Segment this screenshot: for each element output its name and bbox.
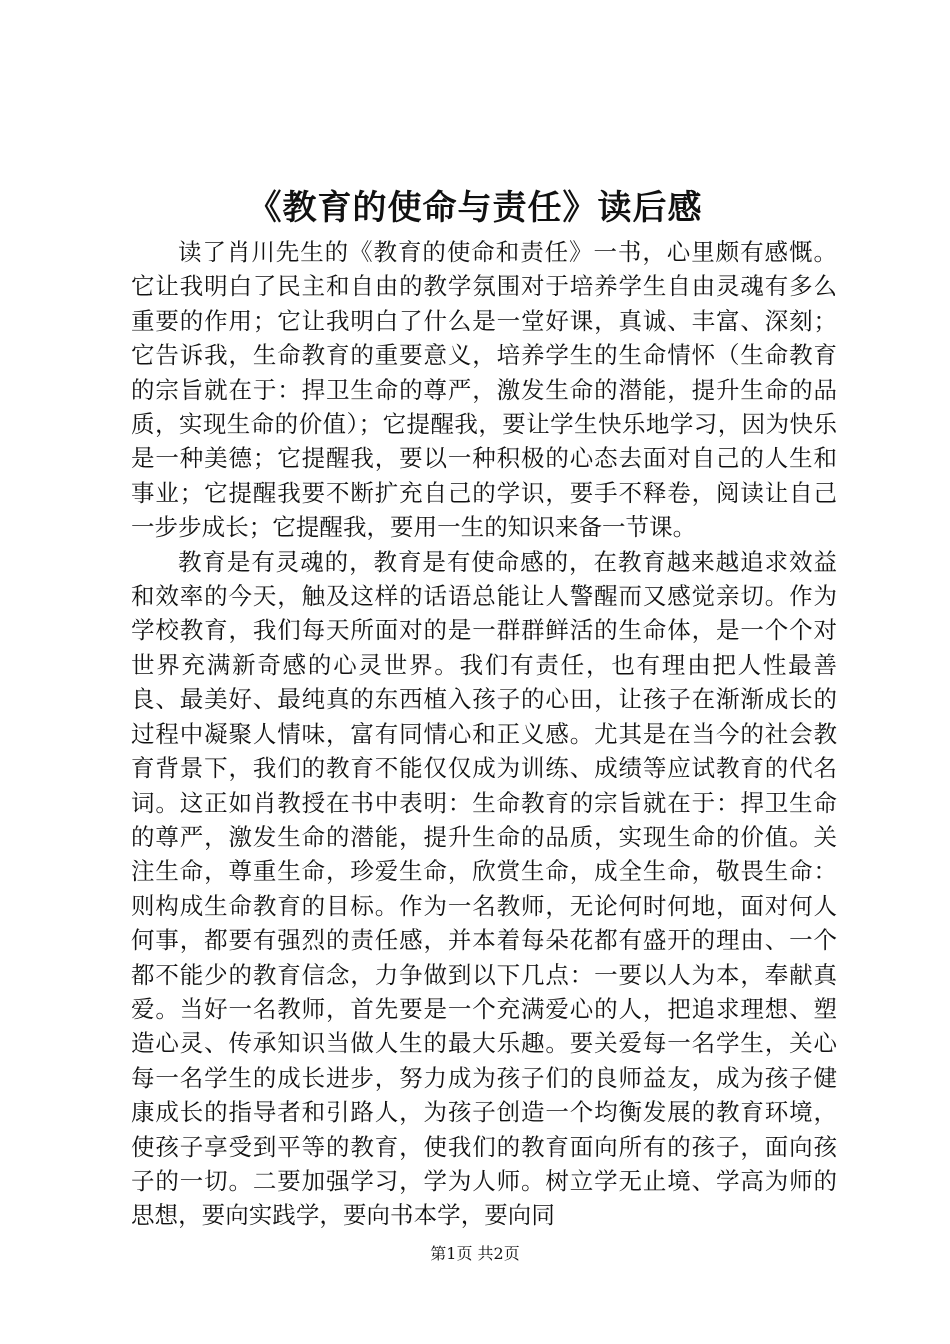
paragraph-1: 读了肖川先生的《教育的使命和责任》一书，心里颇有感慨。它让我明白了民主和自由的教学氛围对于培养学生自由灵魂有多么重要的作用；它让我明白了什么是一堂好课，真诚、丰富、深刻；它告诉我，生命教育的重要意义，培养学生的生命情怀（生命教育的宗旨就在于：捍卫生命的尊严，激发生命的潜能，提升生命的品质，实现生命的价值）；它提醒我，要让学生快乐地学习，因为快乐是一种美德；它提醒我，要以一种积极的心态去面对自己的人生和事业；它提醒我要不断扩充自己的学识，要手不释卷，阅读让自己一步步成长；它提醒我，要用一生的知识来备一节课。 [131,238,837,542]
paragraph-2: 教育是有灵魂的，教育是有使命感的，在教育越来越追求效益和效率的今天，触及这样的话语总能让人警醒而又感觉亲切。作为学校教育，我们每天所面对的是一群群鲜活的生命体，是一个个对世界充满新奇感的心灵世界。我们有责任，也有理由把人性最善良、最美好、最纯真的东西植入孩子的心田，让孩子在渐渐成长的过程中凝聚人情味，富有同情心和正义感。尤其是在当今的社会教育背景下，我们的教育不能仅仅成为训练、成绩等应试教育的代名词。这正如肖教授在书中表明：生命教育的宗旨就在于：捍卫生命的尊严，激发生命的潜能，提升生命的品质，实现生命的价值。关注生命，尊重生命，珍爱生命，欣赏生命，成全生命，敬畏生命：则构成生命教育的目标。作为一名教师，无论何时何地，面对何人何事，都要有强烈的责任感，并本着每朵花都有盛开的理由、一个都不能少的教育信念，力争做到以下几点：一要以人为本，奉献真爱。当好一名教师，首先要是一个充满爱心的人，把追求理想、塑造心灵、传承知识当做人生的最大乐趣。要关爱每一名学生，关心每一名学生的成长进步，努力成为孩子们的良师益友，成为孩子健康成长的指导者和引路人，为孩子创造一个均衡发展的教育环境，使孩子享受到平等的教育，使我们的教育面向所有的孩子，面向孩子的一切。二要加强学习，学为人师。树立学无止境、学高为师的思想，要向实践学，要向书本学，要向同 [131,547,837,1230]
document-body [131,235,837,1233]
document-title: 《教育的使命与责任》读后感 [247,188,703,228]
page-footer: 第1页 共2页 [430,1244,520,1263]
